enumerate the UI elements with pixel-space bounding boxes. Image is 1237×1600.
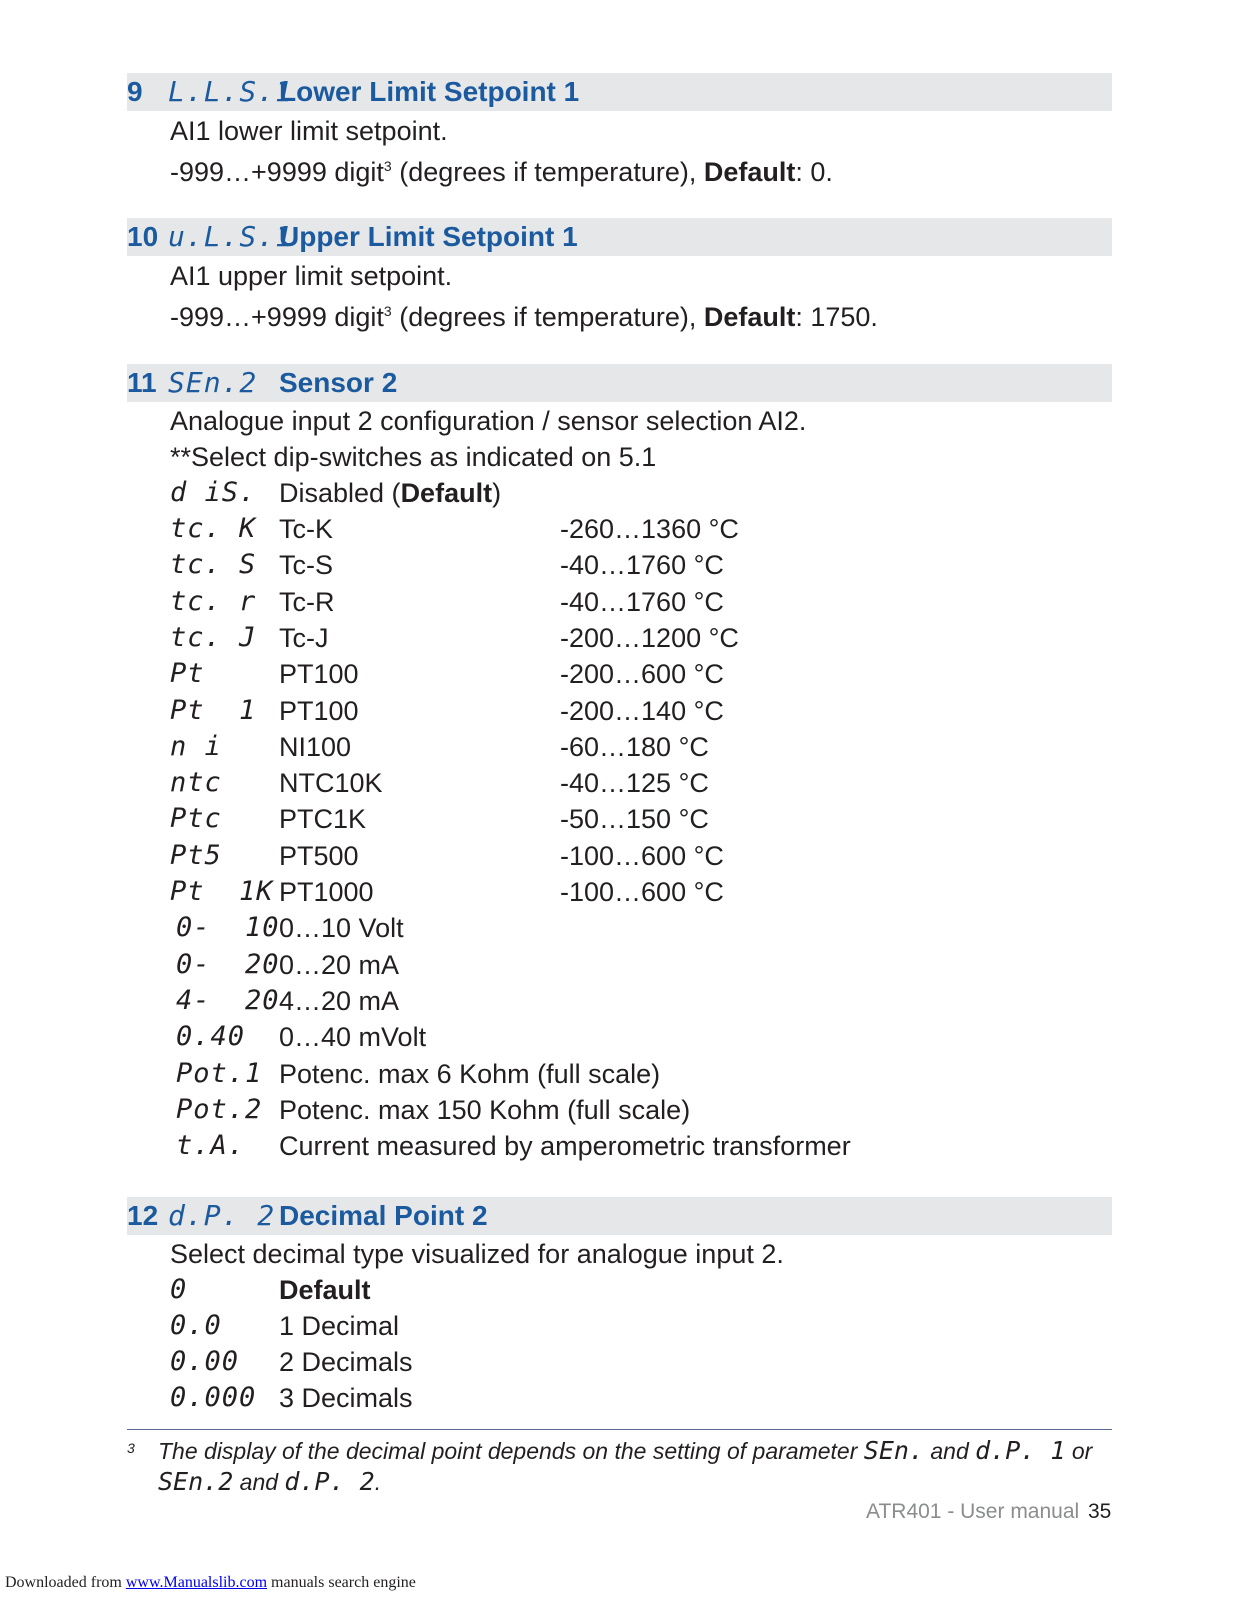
option-display-code: t.A. [176,1130,246,1161]
option-display-code: ntc [170,767,222,798]
option-display-code: 0- 10 [176,912,280,943]
footnote-divider [127,1429,1112,1430]
option-range: -50…150 °C [560,804,709,834]
download-notice: Downloaded from www.Manualslib.com manuals search engine [5,1574,416,1591]
section-description: Analogue input 2 configuration / sensor selection AI2. [170,406,807,436]
option-label: 0…40 mVolt [279,1022,427,1052]
decimal-display-code: 0.000 [170,1382,257,1413]
option-label: PT500 [279,841,359,871]
option-range: -200…1200 °C [560,623,739,653]
footnote-mark: 3 [127,1440,135,1456]
option-display-code: Pt [170,658,205,689]
decimal-option-label: 1 Decimal [279,1311,400,1341]
manual-title: ATR401 - User manual [866,1500,1080,1523]
section-title: Decimal Point 2 [279,1200,488,1231]
decimal-option-label: 3 Decimals [279,1383,413,1413]
option-display-code: 4- 20 [176,985,280,1016]
option-display-code: 0- 20 [176,949,280,980]
option-label: PT100 [279,659,359,689]
section-number: 10 [127,221,159,252]
option-label: Disabled (Default) [279,478,502,508]
section-description: Select decimal type visualized for analogue input 2. [170,1239,784,1269]
option-display-code: tc. J [170,622,257,653]
section-number: 9 [127,76,143,107]
option-display-code: d iS. [170,477,257,508]
section-display-code: L.L.S.1 [168,75,294,108]
option-display-code: Pt 1K [170,876,274,907]
option-range: -40…1760 °C [560,550,724,580]
option-label: NI100 [279,732,352,762]
option-range: -200…600 °C [560,659,724,689]
section-display-code: SEn.2 [168,366,258,399]
option-label: Tc-R [279,587,335,617]
section-note: **Select dip-switches as indicated on 5.1 [170,442,657,472]
decimal-option-label: Default [279,1275,371,1305]
option-range: -200…140 °C [560,696,724,726]
section-header-bar [127,364,1112,402]
section-title: Sensor 2 [279,367,398,398]
option-label: PTC1K [279,804,367,834]
option-range: -100…600 °C [560,841,724,871]
option-display-code: Pot.1 [176,1058,263,1089]
option-label: Tc-K [279,514,333,544]
option-range: -40…125 °C [560,768,709,798]
section-number: 11 [127,367,157,398]
option-display-code: Pt5 [170,840,222,871]
section-title: Lower Limit Setpoint 1 [279,76,580,107]
option-range: -100…600 °C [560,877,724,907]
option-label: Current measured by amperometric transformer [279,1131,851,1161]
section-number: 12 [127,1200,159,1231]
decimal-display-code: 0.0 [170,1310,222,1341]
section-description: AI1 lower limit setpoint. [170,116,448,146]
option-label: 0…10 Volt [279,913,404,943]
manualslib-link[interactable]: www.Manualslib.com [125,1574,268,1591]
decimal-option-label: 2 Decimals [279,1347,413,1377]
option-display-code: n i [170,731,222,762]
option-display-code: tc. r [170,586,257,617]
option-label: Potenc. max 6 Kohm (full scale) [279,1059,661,1089]
option-label: Tc-S [279,550,333,580]
page-number: 35 [1088,1500,1112,1523]
section-title: Upper Limit Setpoint 1 [279,221,578,252]
option-display-code: tc. S [170,549,257,580]
footnote-line-2: SEn.2 and d.P. 2. [158,1467,382,1496]
option-range: -260…1360 °C [560,514,739,544]
section-display-code: d.P. 2 [168,1199,276,1232]
option-display-code: 0.40 [176,1021,246,1052]
option-display-code: Ptc [170,803,222,834]
section-description: AI1 upper limit setpoint. [170,261,453,291]
option-label: NTC10K [279,768,383,798]
section-display-code: u.L.S.1 [168,220,294,253]
option-label: 0…20 mA [279,950,400,980]
option-label: Tc-J [279,623,329,653]
option-label: 4…20 mA [279,986,400,1016]
option-display-code: tc. K [170,513,257,544]
option-label: Potenc. max 150 Kohm (full scale) [279,1095,691,1125]
footnote-line-1: The display of the decimal point depends on the setting of parameter SEn. and d.P. 1 or [158,1436,1093,1465]
option-label: PT100 [279,696,359,726]
option-display-code: Pt 1 [170,695,257,726]
section-range-line: -999…+9999 digit$^3$ (degrees if temperature), Default: 1750. [170,302,878,332]
option-range: -40…1760 °C [560,587,724,617]
option-label: PT1000 [279,877,374,907]
decimal-display-code: 0.00 [170,1346,240,1377]
decimal-display-code: 0 [170,1274,188,1305]
option-range: -60…180 °C [560,732,709,762]
option-display-code: Pot.2 [176,1094,263,1125]
section-range-line: -999…+9999 digit$^3$ (degrees if temperature), Default: 0. [170,157,833,187]
